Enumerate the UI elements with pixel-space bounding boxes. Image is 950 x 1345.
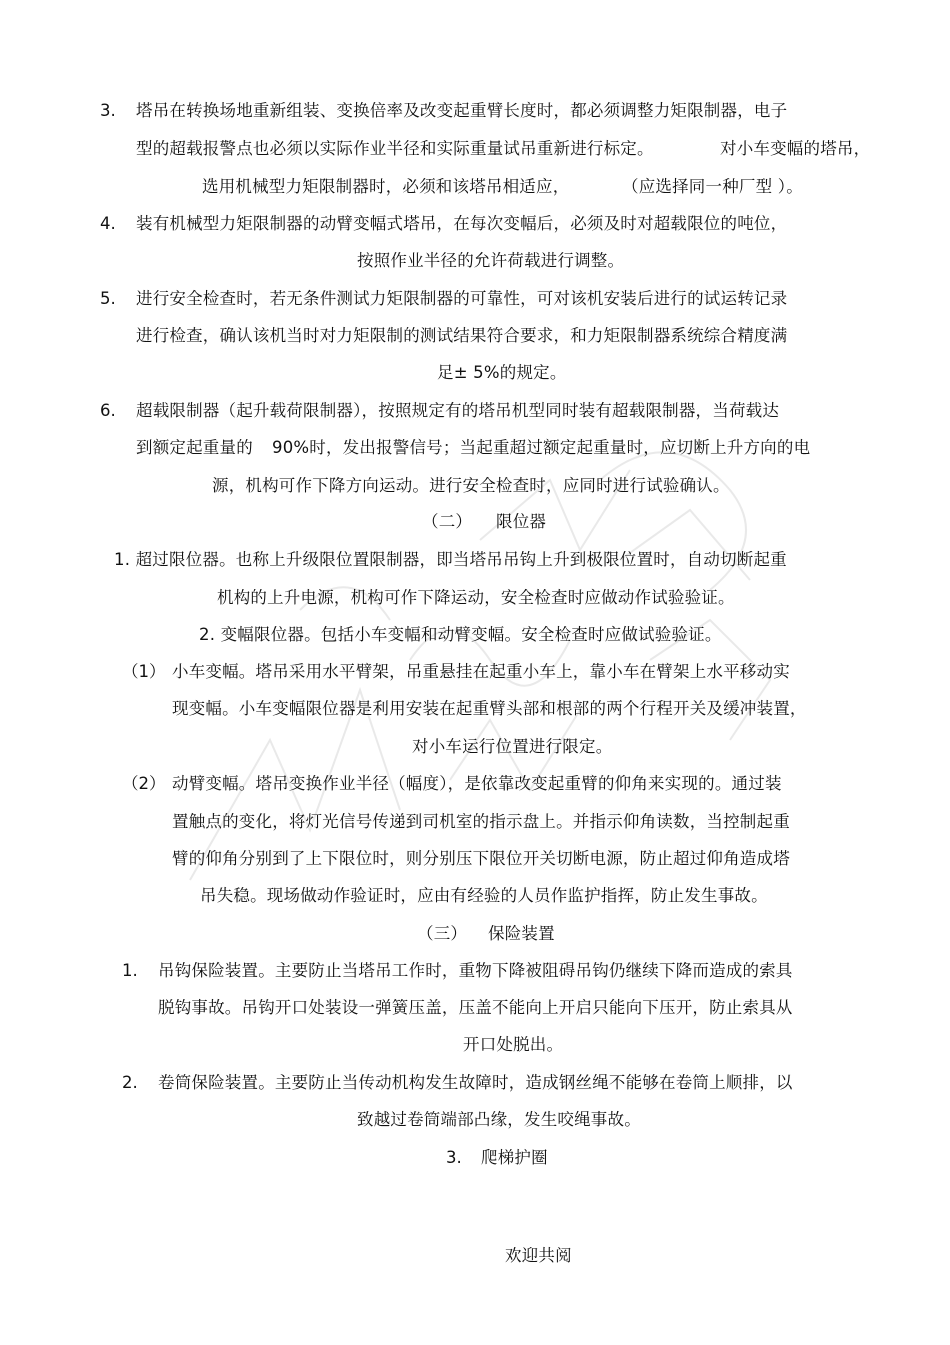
paragraph-line: 塔吊在转换场地重新组装、变换倍率及改变起重臂长度时，都必须调整力矩限制器，电子 <box>136 101 788 120</box>
paragraph-line: 爬梯护圈 <box>481 1148 548 1167</box>
sub-item-number: （1） <box>122 662 166 681</box>
paragraph-line: 进行安全检查时，若无条件测试力矩限制器的可靠性，可对该机安装后进行的试运转记录 <box>136 289 788 308</box>
item-number: 3. <box>100 101 116 120</box>
section-heading: 保险装置 <box>488 924 555 943</box>
item-number: 3. <box>446 1148 462 1167</box>
paragraph-line: 动臂变幅。塔吊变换作业半径（幅度），是依靠改变起重臂的仰角来实现的。通过装 <box>172 774 782 793</box>
paragraph-line: 吊钩保险装置。主要防止当塔吊工作时，重物下降被阻碍吊钩仍继续下降而造成的索具 <box>158 961 793 980</box>
paragraph-line: 到额定起重量的 <box>136 438 253 457</box>
sub-item-number: （2） <box>122 774 166 793</box>
paragraph-line: 足± 5%的规定。 <box>437 363 567 382</box>
paragraph-line: 脱钩事故。吊钩开口处装设一弹簧压盖，压盖不能向上开启只能向下压开，防止索具从 <box>158 998 793 1017</box>
paragraph-line: 置触点的变化，将灯光信号传递到司机室的指示盘上。并指示仰角读数，当控制起重 <box>172 812 790 831</box>
paragraph-line: 超载限制器（起升载荷限制器），按照规定有的塔吊机型同时装有超载限制器，当荷载达 <box>136 401 780 420</box>
paragraph-line: 对小车运行位置进行限定。 <box>412 737 613 756</box>
page-footer: 欢迎共阅 <box>505 1246 572 1265</box>
paragraph-line: 致越过卷筒端部凸缘，发生咬绳事故。 <box>357 1110 641 1129</box>
paragraph-line: 对小车变幅的塔吊， <box>720 139 871 158</box>
paragraph-line: 90%时，发出报警信号；当起重超过额定起重量时，应切断上升方向的电 <box>272 438 811 457</box>
section-number: （三） <box>417 924 468 943</box>
item-number: 4. <box>100 214 116 233</box>
paragraph-line: 装有机械型力矩限制器的动臂变幅式塔吊，在每次变幅后，必须及时对超载限位的吨位， <box>136 214 788 233</box>
paragraph-line: 型的超载报警点也必须以实际作业半径和实际重量试吊重新进行标定。 <box>136 139 654 158</box>
paragraph-line: 现变幅。小车变幅限位器是利用安装在起重臂头部和根部的两个行程开关及缓冲装置， <box>172 699 807 718</box>
item-number: 2. <box>122 1073 138 1092</box>
paragraph-line: 1. 超过限位器。也称上升级限位置限制器，即当塔吊吊钩上升到极限位置时，自动切断起重 <box>114 550 787 569</box>
section-heading: 限位器 <box>496 512 547 531</box>
paragraph-line: （应选择同一种厂型 ）。 <box>622 177 803 196</box>
paragraph-line: 机构的上升电源，机构可作下降运动，安全检查时应做动作试验验证。 <box>217 588 735 607</box>
paragraph-line: 源，机构可作下降方向运动。进行安全检查时，应同时进行试验确认。 <box>212 476 730 495</box>
paragraph-line: 开口处脱出。 <box>463 1035 564 1054</box>
paragraph-line: 臂的仰角分别到了上下限位时，则分别压下限位开关切断电源，防止超过仰角造成塔 <box>172 849 790 868</box>
paragraph-line: 吊失稳。现场做动作验证时，应由有经验的人员作监护指挥，防止发生事故。 <box>200 886 768 905</box>
section-number: （二） <box>422 512 473 531</box>
paragraph-line: 选用机械型力矩限制器时，必须和该塔吊相适应， <box>202 177 570 196</box>
paragraph-line: 卷筒保险装置。主要防止当传动机构发生故障时，造成钢丝绳不能够在卷筒上顺排，以 <box>158 1073 793 1092</box>
item-number: 1. <box>122 961 138 980</box>
item-number: 6. <box>100 401 116 420</box>
paragraph-line: 进行检查，确认该机当时对力矩限制的测试结果符合要求，和力矩限制器系统综合精度满 <box>136 326 788 345</box>
paragraph-line: 小车变幅。塔吊采用水平臂架，吊重悬挂在起重小车上，靠小车在臂架上水平移动实 <box>172 662 790 681</box>
item-number: 5. <box>100 289 116 308</box>
paragraph-line: 2. 变幅限位器。包括小车变幅和动臂变幅。安全检查时应做试验验证。 <box>199 625 722 644</box>
paragraph-line: 按照作业半径的允许荷载进行调整。 <box>357 251 625 270</box>
